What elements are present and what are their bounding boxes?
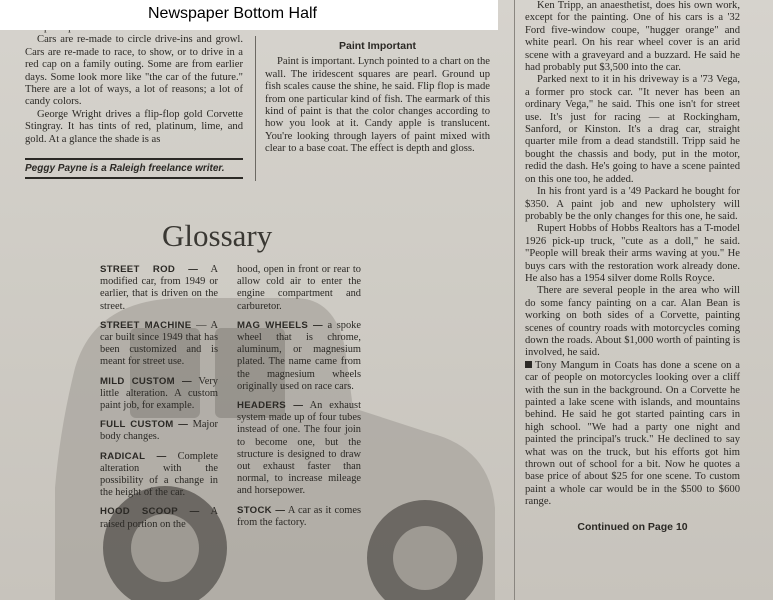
glossary-entry [100, 264, 218, 313]
column-rule [255, 36, 256, 181]
glossary-entry [237, 320, 361, 393]
glossary-entry [237, 400, 361, 498]
glossary-term: MAG WHEELS — [237, 319, 323, 331]
glossary-entry [100, 320, 218, 369]
col3-paragraph: There are several people in the area who will do some fancy painting on a car. Alan Bean is working on both sides of a Corvette, painting scenes of country roads with motorcycles coming down the roads. About $1,000 worth of painting is involved, he said. [525, 285, 740, 359]
glossary-definition: a spoke wheel that is chrome, aluminum, or magnesium plated. The name came from the magnesium wheels originally used on race cars. [237, 319, 361, 392]
continued-notice: Continued on Page 10 [577, 520, 688, 533]
glossary-term: HOOD SCOOP — [100, 506, 200, 518]
glossary-continuation: hood, open in front or rear to allow cold air to enter the engine compartment and carburetor. [237, 264, 361, 312]
glossary-definition: A car as it comes from the factory. [237, 504, 361, 528]
col3-paragraph: Parked next to it in his driveway is a '73 Vega, a former pro stock car. "It never has been an ordinary Vega," he said. This one isn't for street use. It's just for racing — at Rockingham, Sanford, or Kinston. It's a drag car, straight quarter mile from a dead standstill. Tripp said he bought the chassis and body, put in the motor, redid the dash. He's going to have a scene painted on this one too, he added. [525, 74, 740, 185]
glossary-entry [100, 506, 218, 530]
glossary-definition: Complete alteration with the possibility of a change in the height of the car. [100, 450, 218, 499]
glossary-term: RADICAL — [100, 450, 167, 462]
glossary-definition: An exhaust system made up of four tubes instead of one. The four join to become one, but the structure is designed to draw out exhaust faster than normal, to increase mileage and horsepower. [237, 400, 361, 497]
glossary-definition: Very little alteration. A custom paint job, for example. [100, 375, 218, 412]
glossary-term: FULL CUSTOM — [100, 419, 189, 431]
col3-paragraph: Rupert Hobbs of Hobbs Realtors has a T-model 1926 pick-up truck, "cute as a doll," he said. "People will break their arms waving at you." He buys cars with the restoration work already done. He also has a 1954 silver dome Rolls Royce. [525, 223, 740, 284]
glossary-definition: Major body changes. [100, 419, 218, 443]
glossary-entry [100, 451, 218, 500]
col3-bullet-text: Tony Mangum in Coats has done a scene on a car of people on motorcycles looking over a cliff with the sun in the background. On a Corvette he painted a lake scene with islands, and mountains behind. He said he got started painting cars in high school. "We had a party one night and painted the principal's truck." He declined to say what was on the truck, but his efforts got him thrown out of school for a bit. Now he quotes a base price of about $25 for one scene. To custom paint a whole car would be in the $500 to $600 range. [525, 359, 740, 508]
col3-bullet-paragraph [525, 360, 740, 509]
article-column-2 [265, 40, 490, 156]
image-label [0, 0, 498, 30]
image-label-text: Newspaper Bottom Half [148, 5, 317, 22]
glossary-definition: A modified car, from 1949 or earlier, that is driven on the street. [100, 264, 218, 312]
glossary-term: HEADERS — [237, 400, 304, 412]
square-bullet-icon [525, 361, 532, 368]
col1-paragraph: George Wright drives a flip-flop gold Corvette Stingray. It has tints of red, platinum, lime, and gold. At a glance the shade is as [25, 108, 243, 145]
glossary-term: MILD CUSTOM — [100, 375, 192, 387]
glossary-definition: — A car built since 1949 that has been customized and is meant for street use. [100, 319, 218, 368]
glossary-definition: A raised portion on the [100, 506, 218, 530]
article-column-1 [25, 22, 243, 146]
glossary-column-left [100, 264, 218, 538]
col2-paragraph: Paint is important. Lynch pointed to a chart on the wall. The iridescent squares are pearl. Ground up fish scales cause the shine, he said. Flip flop is made from one particular kind of fish. The earmark of this kind of paint is that the color changes according to how you look at it. Candy apple is translucent. You're looking through layers of paint mixed with clear to a base coat. The effect is depth and gloss. [265, 56, 490, 155]
subheading-paint-important: Paint Important [338, 40, 416, 52]
glossary-entry [100, 376, 218, 413]
glossary-term: STREET MACHINE [100, 319, 192, 331]
col3-paragraph: In his front yard is a '49 Packard he bought for $350. A paint job and new upholstery will probably be the only changes for this one, he said. [525, 186, 740, 222]
glossary-column-right [237, 264, 361, 536]
article-column-3 [525, 0, 740, 533]
column-rule [514, 0, 515, 600]
glossary-entry [100, 419, 218, 443]
glossary-entry [237, 505, 361, 529]
glossary-term: STOCK — [237, 504, 286, 516]
glossary-title: Glossary [162, 218, 273, 253]
author-byline: Peggy Payne is a Raleigh freelance writer. [25, 158, 243, 179]
col3-paragraph: Ken Tripp, an anaesthetist, does his own work, except for the painting. One of his cars is a '32 Ford five-window coupe, "hugger orange" and white pearl. On his rear wheel cover is an arid scene with a graveyard and a buzzard. He said he had probably put $3,500 into the car. [525, 0, 740, 74]
col1-paragraph: Cars are re-made to circle drive-ins and growl. Cars are re-made to race, to show, or to drive in a red cap on a family outing. Some are from earlier days. Some look more like "the car of the future." There are a lot of ways, a lot of reasons; a lot of candy colors. [25, 34, 243, 108]
glossary-term: STREET ROD — [100, 264, 199, 275]
